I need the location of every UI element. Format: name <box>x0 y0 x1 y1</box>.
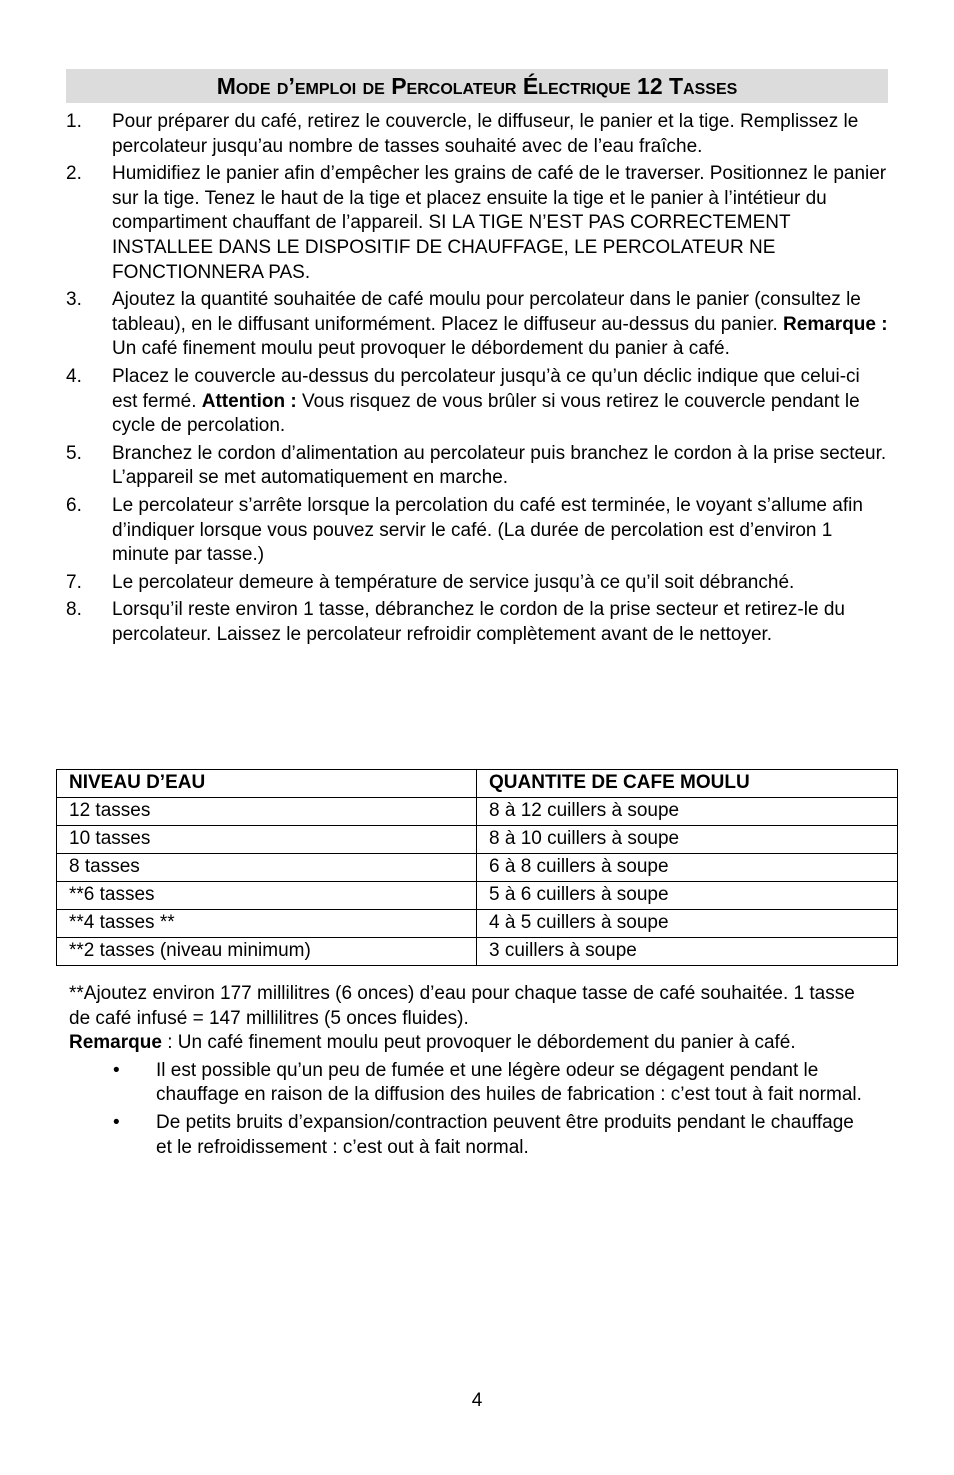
step-text-part: Branchez le cordon d’alimentation au percolateur puis branchez le cordon à la prise secteur. L’appareil se met automatiquement en marche. <box>112 442 887 489</box>
step-text <box>112 110 888 159</box>
remark <box>69 1031 869 1056</box>
list-item <box>69 1111 869 1160</box>
remark-label: Remarque : <box>783 313 888 335</box>
table-cell: 3 cuillers à soupe <box>477 938 898 966</box>
step-text <box>112 494 888 568</box>
table-cell: 5 à 6 cuillers à soupe <box>477 882 898 910</box>
step-text-part: Ajoutez la quantité souhaitée de café moulu pour percolateur dans le panier (consultez le tableau), en le diffusant uniformément. Placez le diffuseur au-dessus du panier. <box>112 289 861 335</box>
table-header-row <box>57 770 898 798</box>
bullet-text: Il est possible qu’un peu de fumée et une légère odeur se dégagent pendant le chauffage en raison de la diffusion des huiles de fabrication : c’est tout à fait normal. <box>156 1059 862 1106</box>
table-row <box>57 854 898 882</box>
step-number: 2. <box>66 163 82 185</box>
instruction-step <box>66 571 888 596</box>
attention-label: Attention : <box>201 390 297 412</box>
remark-text: : Un café finement moulu peut provoquer le débordement du panier à café. <box>161 1032 796 1054</box>
step-text <box>112 162 888 285</box>
step-text <box>112 288 888 362</box>
step-text <box>112 442 888 491</box>
table-cell: 6 à 8 cuillers à soupe <box>477 854 898 882</box>
list-item <box>69 1059 869 1108</box>
instruction-step <box>66 162 888 285</box>
column-header-water-level: NIVEAU D’EAU <box>57 770 477 798</box>
step-number: 7. <box>66 571 82 593</box>
table-row <box>57 882 898 910</box>
table-cell: 10 tasses <box>57 826 477 854</box>
coffee-quantity-table <box>56 769 898 966</box>
step-text-part: Humidifiez le panier afin d’empêcher les grains de café de le traverser. Positionnez le panier sur la tige. Tenez le haut de la tige et placez ensuite la tige et le panier à l’intétieur du compartiment chauffant de l’appareil. SI LA TIGE N’EST PAS CORRECTEMENT INSTALLEE DANS LE DISPOSITIF DE CHAUFFAGE, LE PERCOLATEUR NE FONCTIONNERA PAS. <box>112 163 887 283</box>
step-text <box>112 598 888 647</box>
step-number: 4. <box>66 365 82 387</box>
table-cell: 12 tasses <box>57 798 477 826</box>
step-text-part: Vous risquez de vous brûler si vous retirez le couvercle pendant le cycle de percolation. <box>112 390 860 437</box>
table-row <box>57 938 898 966</box>
step-text-part: Le percolateur demeure à température de service jusqu’à ce qu’il soit débranché. <box>112 571 795 593</box>
step-number: 1. <box>66 111 82 132</box>
table-cell: 8 tasses <box>57 854 477 882</box>
step-number: 5. <box>66 442 82 464</box>
column-header-coffee-quantity: QUANTITE DE CAFE MOULU <box>477 770 898 798</box>
step-text <box>112 365 888 439</box>
table-cell: **4 tasses ** <box>57 910 477 938</box>
notes-section <box>69 982 869 1163</box>
bullet-icon: • <box>113 1059 120 1081</box>
step-number: 6. <box>66 494 82 516</box>
instruction-step <box>66 598 888 647</box>
instruction-step <box>66 288 888 362</box>
bullet-list <box>69 1059 869 1160</box>
table-row <box>57 798 898 826</box>
instruction-list <box>66 110 888 650</box>
step-text-part: Pour préparer du café, retirez le couvercle, le diffuseur, le panier et la tige. Remplissez le percolateur jusqu’au nombre de tasses souhaité avec de l’eau fraîche. <box>112 111 859 157</box>
table-row <box>57 910 898 938</box>
instruction-step <box>66 110 888 159</box>
step-text-part: Lorsqu’il reste environ 1 tasse, débranchez le cordon de la prise secteur et retirez-le du percolateur. Laissez le percolateur refroidir complètement avant de le nettoyer. <box>112 599 845 645</box>
bullet-text: De petits bruits d’expansion/contraction peuvent être produits pendant le chauffage et le refroidissement : c’est out à fait normal. <box>156 1111 854 1158</box>
step-number: 3. <box>66 289 82 311</box>
bullet-icon: • <box>113 1111 120 1133</box>
instruction-step <box>66 365 888 439</box>
step-text-part: Le percolateur s’arrête lorsque la percolation du café est terminée, le voyant s’allume afin d’indiquer lorsque vous pouvez servir le café. (La durée de percolation est d’environ 1 minute par tasse.) <box>112 494 863 566</box>
step-text-part: Un café finement moulu peut provoquer le débordement du panier à café. <box>112 338 730 360</box>
table-cell: 8 à 12 cuillers à soupe <box>477 798 898 826</box>
table-cell: **6 tasses <box>57 882 477 910</box>
page-number: 4 <box>471 1390 483 1411</box>
footnote: **Ajoutez environ 177 millilitres (6 onces) d’eau pour chaque tasse de café souhaitée. 1 tasse de café infusé = 147 millilitres (5 onces fluides). <box>69 983 855 1029</box>
step-text-part: Placez le couvercle au-dessus du percolateur jusqu’à ce qu’un déclic indique que celui-ci est fermé. <box>112 365 860 412</box>
instruction-step <box>66 442 888 491</box>
remark-label: Remarque <box>69 1032 162 1054</box>
table-cell: **2 tasses (niveau minimum) <box>57 938 477 966</box>
page-title: Mode d’emploi de Percolateur Électrique 12 Tasses <box>66 69 888 103</box>
table-cell: 4 à 5 cuillers à soupe <box>477 910 898 938</box>
step-number: 8. <box>66 599 82 621</box>
step-text <box>112 571 888 596</box>
table-row <box>57 826 898 854</box>
table-cell: 8 à 10 cuillers à soupe <box>477 826 898 854</box>
instruction-step <box>66 494 888 568</box>
